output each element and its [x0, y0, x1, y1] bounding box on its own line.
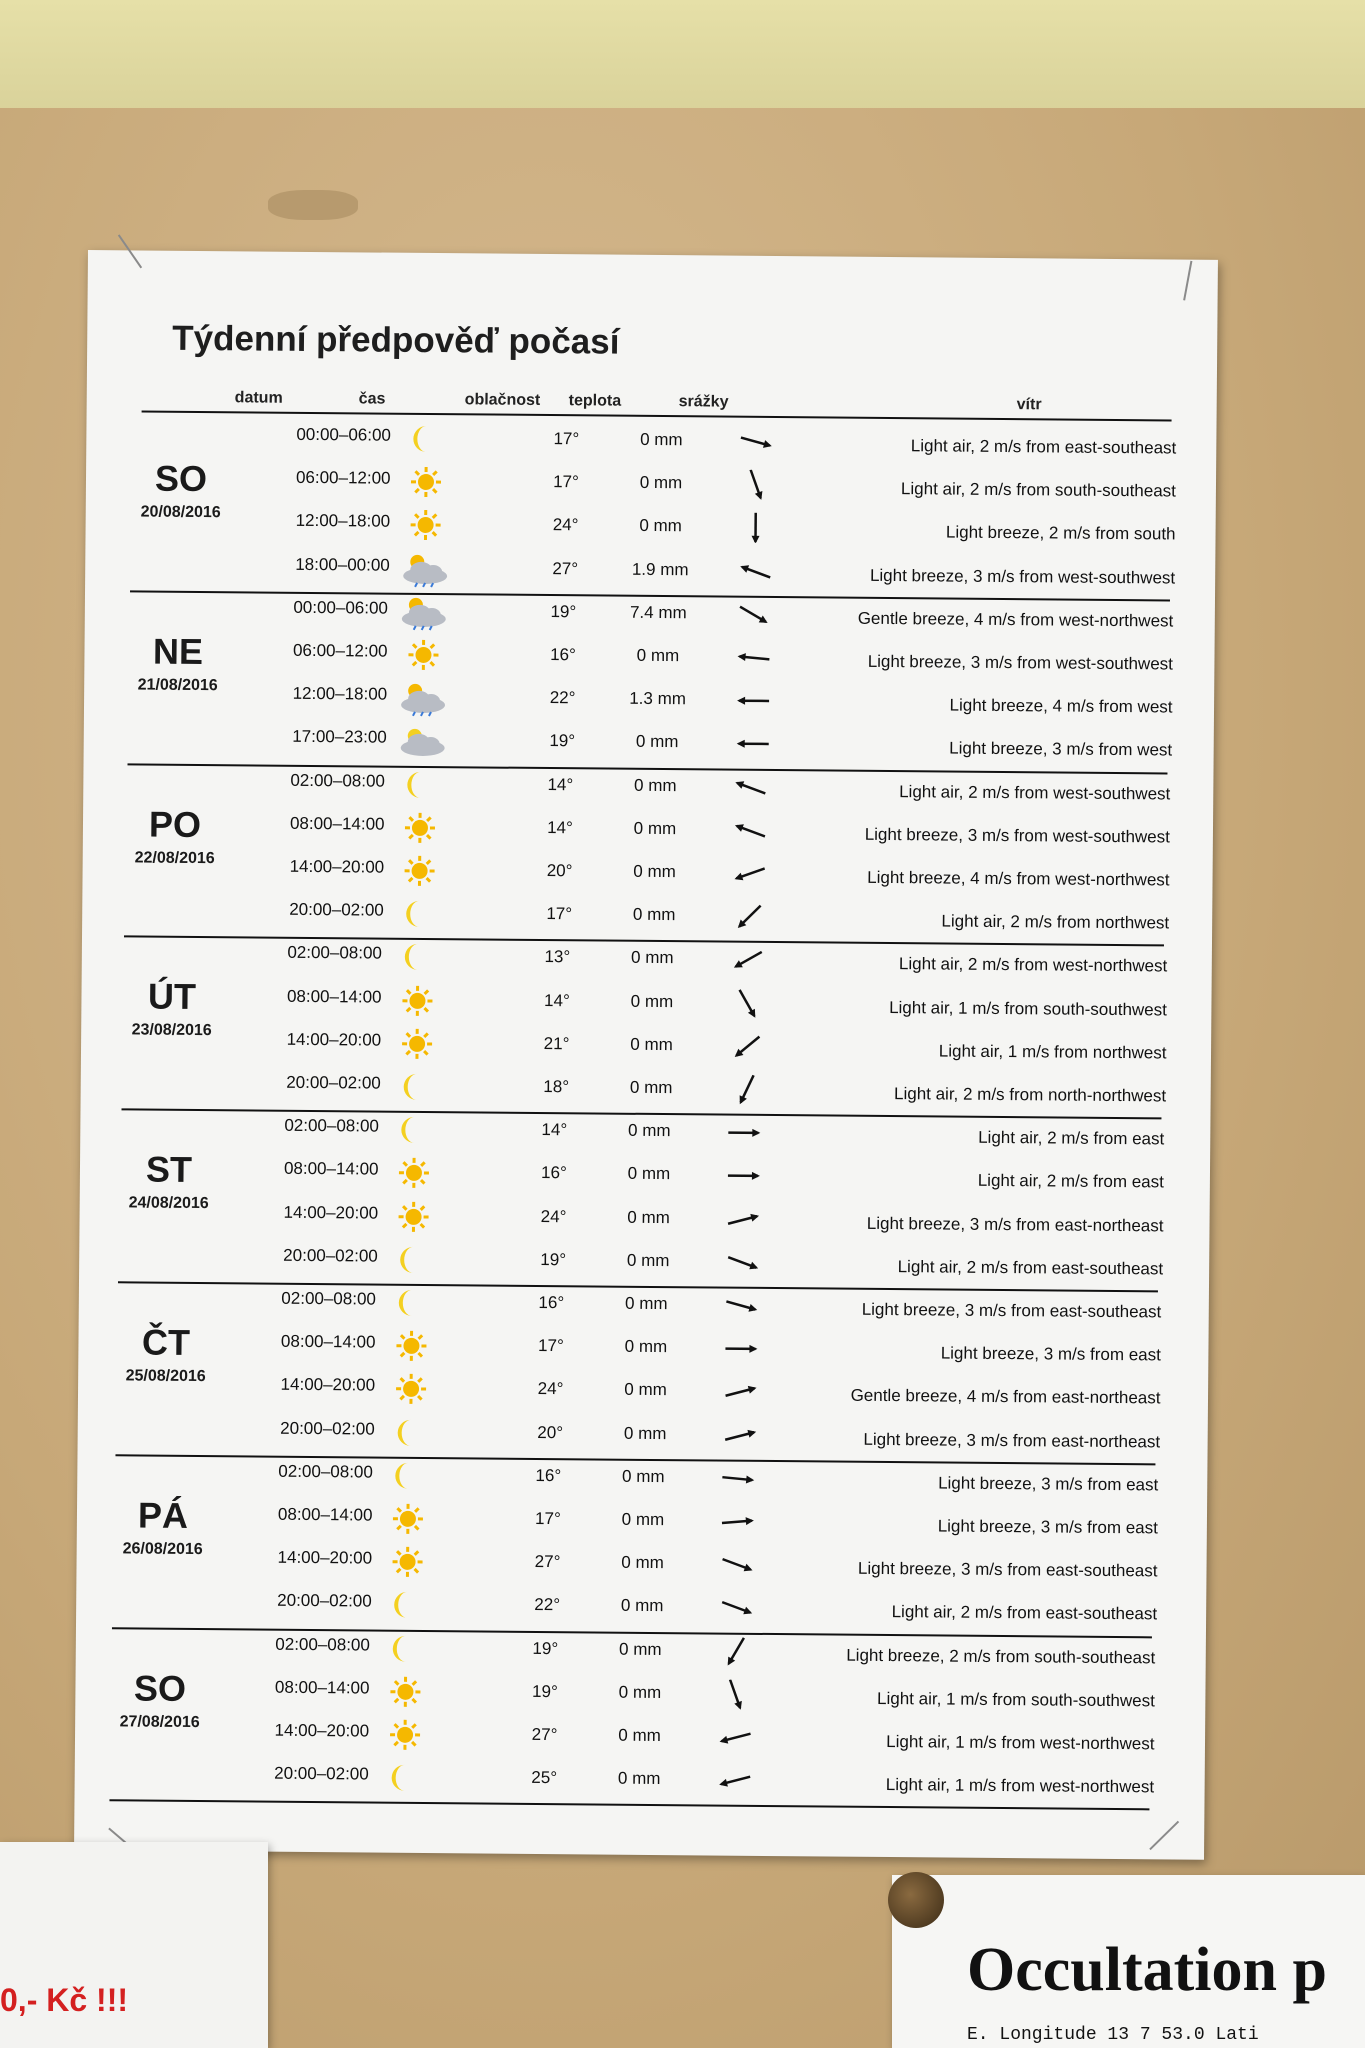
occultation-coords: E. Longitude 13 7 53.0 Lati — [967, 2025, 1259, 2045]
temperature: 22° — [534, 1595, 561, 1615]
sun-cloud-icon — [393, 638, 453, 673]
temperature: 17° — [538, 1336, 564, 1356]
temperature: 16° — [538, 1292, 565, 1313]
sun-icon — [381, 1329, 441, 1364]
time-range: 20:00–02:00 — [274, 1763, 369, 1784]
temperature: 17° — [553, 429, 580, 449]
time-range: 08:00–14:00 — [286, 986, 382, 1007]
time-range: 00:00–06:00 — [293, 597, 389, 618]
time-range: 08:00–14:00 — [274, 1677, 370, 1698]
wind-description: Light air, 2 m/s from north-northwest — [893, 1084, 1167, 1106]
rain-cloud-icon — [393, 594, 453, 629]
time-range: 06:00–12:00 — [292, 640, 388, 661]
precipitation: 0 mm — [630, 1034, 673, 1054]
wind-description: Light air, 1 m/s from west-northwest — [886, 1732, 1155, 1754]
precipitation: 0 mm — [627, 1207, 670, 1227]
temperature: 27° — [552, 558, 579, 578]
wind-description: Light breeze, 3 m/s from west-southwest — [867, 651, 1174, 674]
time-range: 17:00–23:00 — [292, 727, 387, 748]
precipitation: 0 mm — [635, 732, 679, 752]
precipitation: 1.9 mm — [631, 559, 689, 579]
precipitation: 0 mm — [618, 1682, 662, 1702]
day-date: 25/08/2016 — [125, 1367, 206, 1386]
day-date: 23/08/2016 — [131, 1021, 212, 1040]
rain-cloud-icon — [395, 551, 455, 586]
time-range: 02:00–08:00 — [278, 1461, 373, 1482]
day-code: ÚT — [147, 975, 197, 1018]
day-code: PO — [148, 803, 202, 845]
left-note — [0, 1842, 268, 2048]
wind-description: Light breeze, 3 m/s from west-southwest — [869, 565, 1176, 588]
day-date: 21/08/2016 — [137, 676, 218, 694]
header-cloud: oblačnost — [464, 391, 541, 409]
moon-icon — [374, 1761, 434, 1796]
wind-description: Light air, 1 m/s from south-southwest — [877, 1688, 1155, 1711]
precipitation: 0 mm — [629, 1077, 673, 1098]
time-range: 00:00–06:00 — [296, 424, 392, 445]
wind-description: Light air, 1 m/s from south-southwest — [889, 997, 1167, 1020]
wind-description: Light breeze, 3 m/s from east-northeast — [866, 1213, 1164, 1236]
day-date: 26/08/2016 — [122, 1540, 203, 1558]
time-range: 12:00–18:00 — [295, 511, 391, 532]
sun-icon — [386, 1026, 446, 1061]
left-note-text: 0,- Kč !!! — [0, 1982, 128, 2018]
temperature: 24° — [537, 1379, 564, 1399]
wind-description: Light air, 2 m/s from west-northwest — [898, 954, 1168, 976]
temperature: 24° — [540, 1206, 567, 1226]
day-code: NE — [152, 630, 204, 672]
temperature: 16° — [535, 1465, 562, 1485]
time-range: 08:00–14:00 — [280, 1331, 376, 1352]
sun-icon — [390, 810, 450, 845]
temperature: 27° — [534, 1552, 561, 1572]
wind-description: Light breeze, 3 m/s from east-southeast — [861, 1299, 1162, 1322]
sun-icon — [384, 1156, 444, 1191]
wind-description: Light air, 2 m/s from east-southeast — [891, 1602, 1158, 1624]
time-range: 12:00–18:00 — [292, 683, 388, 704]
time-range: 20:00–02:00 — [280, 1418, 375, 1439]
wind-description: Gentle breeze, 4 m/s from west-northwest — [857, 608, 1174, 631]
occultation-title: Occultation p — [967, 1936, 1327, 2004]
wind-description: Light breeze, 3 m/s from east-southeast — [857, 1558, 1158, 1581]
wind-description: Light air, 2 m/s from east — [977, 1171, 1164, 1192]
wind-description: Light breeze, 4 m/s from west — [949, 695, 1173, 717]
sun-icon — [395, 508, 455, 543]
header-wind: vítr — [1016, 396, 1042, 414]
moon-icon — [386, 1070, 446, 1105]
time-range: 14:00–20:00 — [289, 856, 385, 877]
temperature: 16° — [541, 1163, 567, 1183]
precipitation: 0 mm — [621, 1552, 664, 1573]
time-range: 02:00–08:00 — [287, 943, 383, 963]
time-range: 20:00–02:00 — [286, 1072, 381, 1093]
wind-description: Light air, 2 m/s from south-southeast — [900, 479, 1177, 501]
day-date: 24/08/2016 — [128, 1194, 209, 1213]
temperature: 18° — [543, 1077, 570, 1097]
temperature: 17° — [535, 1508, 561, 1529]
day-code: ČT — [141, 1321, 191, 1363]
pin — [1149, 1821, 1179, 1850]
wall — [0, 0, 1365, 112]
precipitation: 0 mm — [618, 1725, 661, 1746]
precipitation: 0 mm — [620, 1596, 664, 1616]
wind-description: Light breeze, 3 m/s from east — [938, 1473, 1159, 1495]
precipitation: 0 mm — [640, 429, 683, 450]
moon-icon — [383, 1242, 443, 1277]
wind-description: Light air, 2 m/s from east — [978, 1127, 1165, 1149]
temperature: 27° — [531, 1724, 558, 1745]
moon-icon — [384, 1113, 444, 1148]
temperature: 19° — [532, 1638, 559, 1658]
temperature: 19° — [549, 731, 576, 751]
precipitation: 0 mm — [618, 1639, 662, 1659]
time-range: 02:00–08:00 — [290, 770, 386, 791]
day-code: PÁ — [137, 1494, 189, 1536]
time-range: 08:00–14:00 — [283, 1159, 379, 1179]
temperature: 20° — [537, 1422, 564, 1442]
wind-description: Light breeze, 3 m/s from west — [949, 738, 1173, 760]
precipitation: 1.3 mm — [629, 688, 687, 709]
precipitation: 0 mm — [623, 1423, 667, 1443]
temperature: 14° — [547, 774, 574, 794]
time-range: 14:00–20:00 — [277, 1547, 373, 1568]
rain-cloud-icon — [392, 681, 452, 716]
time-range: 20:00–02:00 — [277, 1591, 372, 1611]
day-date: 22/08/2016 — [134, 849, 215, 867]
board-dent — [268, 190, 358, 220]
time-range: 08:00–14:00 — [289, 813, 385, 834]
day-date: 20/08/2016 — [140, 503, 221, 522]
sun-icon — [375, 1674, 435, 1709]
wind-description: Gentle breeze, 4 m/s from east-northeast — [850, 1386, 1161, 1408]
sun-icon — [377, 1545, 437, 1580]
temperature: 19° — [540, 1249, 567, 1270]
time-range: 06:00–12:00 — [295, 468, 391, 488]
precipitation: 0 mm — [624, 1293, 668, 1314]
moon-icon — [380, 1415, 440, 1450]
precipitation: 0 mm — [628, 1120, 671, 1141]
sun-icon — [383, 1199, 443, 1234]
header-date: datum — [234, 389, 283, 407]
temperature: 14° — [544, 990, 570, 1010]
precipitation: 0 mm — [617, 1768, 661, 1789]
wind-description: Light breeze, 4 m/s from west-northwest — [867, 867, 1170, 890]
wind-description: Light air, 2 m/s from northwest — [941, 911, 1170, 933]
moon-icon — [381, 1286, 441, 1321]
wind-description: Light air, 2 m/s from east-southeast — [910, 436, 1177, 458]
time-range: 08:00–14:00 — [277, 1504, 373, 1525]
day-code: SO — [154, 457, 208, 500]
moon-icon — [390, 767, 450, 802]
wind-description: Light air, 1 m/s from northwest — [938, 1041, 1167, 1063]
forecast-poster — [74, 250, 1218, 1860]
precipitation: 0 mm — [624, 1380, 667, 1400]
precipitation: 0 mm — [624, 1336, 668, 1357]
precipitation: 0 mm — [633, 861, 676, 882]
header-rain: srážky — [678, 393, 729, 411]
time-range: 18:00–00:00 — [295, 554, 390, 575]
poster-title: Týdenní předpověď počasí — [172, 318, 620, 362]
temperature: 21° — [543, 1033, 570, 1054]
day-code: SO — [133, 1667, 187, 1709]
temperature: 24° — [552, 515, 579, 535]
time-range: 14:00–20:00 — [274, 1720, 370, 1741]
precipitation: 0 mm — [633, 818, 677, 838]
time-range: 20:00–02:00 — [289, 899, 384, 920]
time-range: 20:00–02:00 — [283, 1245, 378, 1266]
day-code: ST — [145, 1148, 193, 1191]
moon-icon — [375, 1631, 435, 1666]
precipitation: 0 mm — [627, 1164, 671, 1184]
precipitation: 0 mm — [632, 904, 676, 925]
time-range: 02:00–08:00 — [281, 1288, 376, 1309]
precipitation: 0 mm — [636, 645, 680, 666]
temperature: 19° — [531, 1681, 558, 1701]
wind-description: Light breeze, 3 m/s from west-southwest — [864, 824, 1171, 847]
precipitation: 0 mm — [634, 775, 677, 795]
temperature: 25° — [531, 1768, 558, 1788]
temperature: 19° — [550, 601, 577, 622]
moon-icon — [377, 1588, 437, 1623]
temperature: 14° — [541, 1120, 568, 1140]
time-range: 14:00–20:00 — [286, 1029, 382, 1050]
sun-icon — [374, 1718, 434, 1753]
precipitation: 0 mm — [631, 948, 674, 968]
sun-cloud-icon — [396, 465, 456, 500]
time-range: 02:00–08:00 — [284, 1115, 379, 1136]
time-range: 14:00–20:00 — [280, 1375, 376, 1395]
precipitation: 7.4 mm — [629, 602, 687, 623]
precipitation: 0 mm — [639, 516, 682, 536]
day-date: 27/08/2016 — [119, 1712, 200, 1731]
precipitation: 0 mm — [630, 991, 674, 1011]
temperature: 17° — [553, 472, 579, 492]
precipitation: 0 mm — [621, 1466, 665, 1486]
wind-description: Light breeze, 2 m/s from south — [945, 522, 1176, 544]
precipitation: 0 mm — [621, 1509, 665, 1530]
wind-description: Light breeze, 3 m/s from east — [940, 1343, 1161, 1365]
wind-description: Light air, 1 m/s from west-northwest — [885, 1775, 1155, 1797]
header-time: čas — [358, 390, 386, 408]
time-range: 14:00–20:00 — [283, 1202, 379, 1223]
sun-cloud-icon — [387, 983, 447, 1018]
temperature: 14° — [547, 817, 573, 838]
wind-description: Light breeze, 3 m/s from east-northeast — [863, 1429, 1161, 1451]
sun-icon — [380, 1372, 440, 1407]
wind-description: Light breeze, 2 m/s from south-southeast — [846, 1645, 1156, 1667]
precipitation: 0 mm — [639, 473, 683, 493]
forecast-row — [64, 1754, 1194, 1807]
sun-icon — [389, 854, 449, 889]
wind-description: Light air, 2 m/s from east-southeast — [897, 1256, 1164, 1279]
wind-description: Light air, 2 m/s from west-southwest — [899, 781, 1171, 804]
moon-icon — [387, 940, 447, 975]
thumbtack-icon — [888, 1872, 944, 1928]
pin — [1183, 261, 1192, 301]
precipitation: 0 mm — [626, 1250, 670, 1270]
moon-icon — [389, 897, 449, 932]
moon-cloud-icon — [396, 422, 456, 457]
wind-description: Light breeze, 3 m/s from east — [937, 1516, 1158, 1538]
cloud-icon — [392, 724, 452, 759]
header-temp: teplota — [568, 392, 622, 410]
sun-icon — [378, 1502, 438, 1537]
temperature: 16° — [550, 645, 576, 665]
temperature: 17° — [546, 904, 573, 924]
temperature: 22° — [549, 688, 576, 708]
occultation-note — [892, 1875, 1365, 2048]
time-range: 02:00–08:00 — [275, 1634, 370, 1655]
temperature: 20° — [546, 861, 573, 881]
moon-icon — [378, 1458, 438, 1493]
temperature: 13° — [544, 947, 571, 967]
